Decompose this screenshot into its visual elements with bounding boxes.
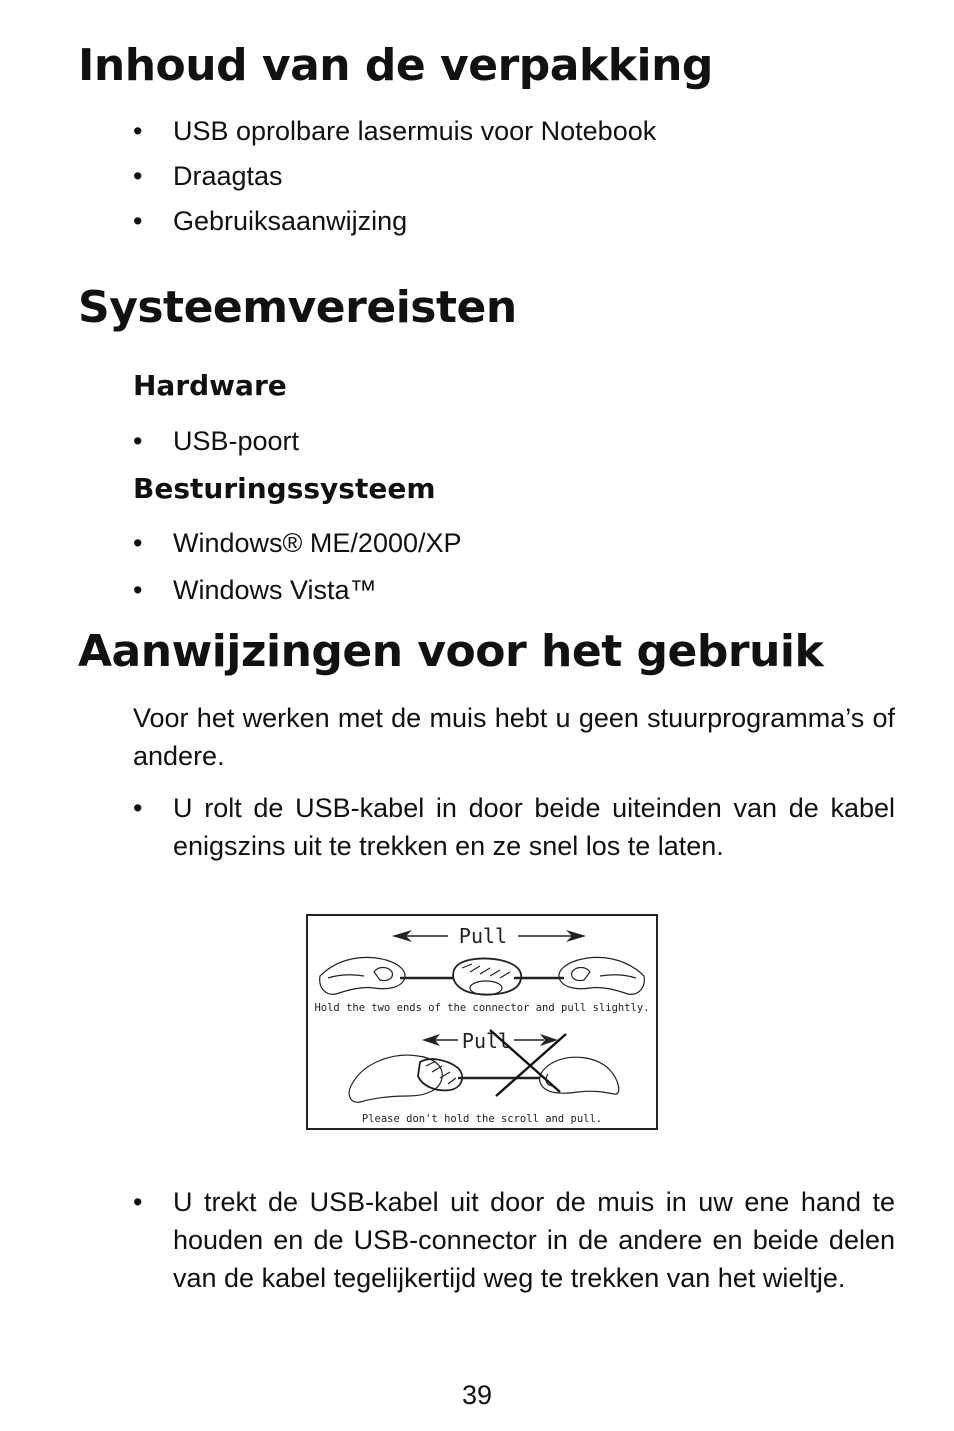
bullet-icon: •	[133, 426, 143, 456]
usage-bullet-extend	[133, 1183, 895, 1297]
illustration-drawing	[308, 916, 656, 1128]
right-arrow-icon	[518, 930, 586, 942]
bullet-icon: •	[133, 116, 143, 146]
list-item-hardware-1	[133, 422, 895, 460]
bullet-icon: •	[133, 206, 143, 236]
list-item-text: USB oprolbare lasermuis voor Notebook	[173, 116, 657, 146]
usage-intro-paragraph: Voor het werken met de muis hebt u geen stuurprogramma’s of andere.	[133, 703, 895, 771]
list-item-package-2	[133, 157, 895, 195]
cable-pull-illustration	[306, 914, 658, 1130]
right-arrow-icon	[514, 1034, 558, 1046]
bullet-icon: •	[133, 1187, 143, 1217]
bullet-icon: •	[133, 575, 143, 605]
usage-bullet-retract	[133, 789, 895, 865]
heading-package-contents: Inhoud van de verpakking	[78, 40, 713, 91]
list-item-text: Windows® ME/2000/XP	[173, 528, 462, 558]
heading-usage-instructions: Aanwijzingen voor het gebruik	[78, 626, 824, 677]
list-item-text: Windows Vista™	[173, 575, 377, 605]
heading-system-requirements: Systeemvereisten	[78, 282, 517, 333]
bullet-icon: •	[133, 161, 143, 191]
list-item-text: Draagtas	[173, 161, 283, 191]
left-arrow-icon	[422, 1034, 458, 1046]
bullet-icon: •	[133, 793, 143, 823]
list-item-os-2	[133, 571, 895, 609]
list-item-text: USB-poort	[173, 426, 300, 456]
list-item-os-1	[133, 524, 895, 562]
list-item-text: Gebruiksaanwijzing	[173, 206, 408, 236]
page-number: 39	[461, 1380, 493, 1410]
caption-top: Hold the two ends of the connector and pull slightly.	[314, 1002, 650, 1014]
subheading-hardware: Hardware	[133, 369, 287, 402]
hand-holding-scroll-drawing	[349, 1055, 619, 1102]
caption-bottom: Please don't hold the scroll and pull.	[361, 1113, 603, 1125]
list-item-package-1	[133, 112, 895, 150]
list-item-text: U trekt de USB-kabel uit door de muis in uw ene hand te houden en de USB-connector in de andere en beide delen van de kabel tegelijkertijd weg te trekken van het wieltje.	[173, 1187, 895, 1293]
list-item-text: U rolt de USB-kabel in door beide uiteinden van de kabel enigszins uit te trekken en ze snel los te laten.	[173, 793, 895, 861]
left-arrow-icon	[392, 930, 448, 942]
hands-pulling-cable-drawing	[320, 957, 645, 995]
subheading-operating-system: Besturingssysteem	[133, 472, 436, 505]
list-item-package-3	[133, 202, 895, 240]
pull-label-bottom: Pull	[461, 1029, 511, 1053]
bullet-icon: •	[133, 528, 143, 558]
pull-label-top: Pull	[458, 924, 508, 948]
